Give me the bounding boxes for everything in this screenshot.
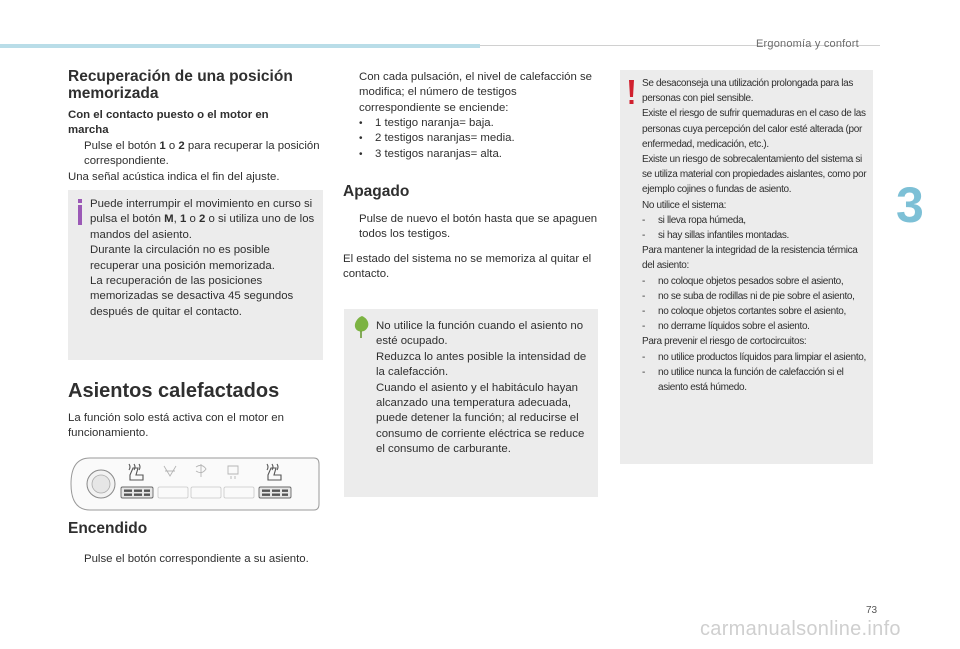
eco-text [376,319,594,458]
apagado-note: El estado del sistema no se memoriza al quitar el contacto. [343,253,592,281]
info-line-3: La recuperación de las posiciones memorizadas se desactiva 45 segundos después de quitar el contacto. [90,275,294,318]
warning-para: Se desaconseja una utilización prolongada para las personas con piel sensible. [642,78,853,105]
condition-text: Con el contacto puesto o el motor en marcha [68,109,269,137]
warning-icon [625,80,637,106]
list-item: - si lleva ropa húmeda, [642,214,746,226]
warning-para: Para mantener la integridad de la resistencia térmica del asiento: [642,245,858,272]
list-item: - no se suba de rodillas ni de pie sobre el asiento, [642,290,855,302]
header-accent-bar [0,44,480,48]
step-recuperar: Pulse el botón 1 o 2 para recuperar la posición correspondiente. [84,140,320,168]
info-line-2: Durante la circulación no es posible recuperar una posición memorizada. [90,244,275,272]
list-item: - si hay sillas infantiles montadas. [642,230,789,242]
heading-asientos: Asientos calefactados [68,380,280,402]
heading-encendido: Encendido [68,520,148,537]
step-apagado: Pulse de nuevo el botón hasta que se apaguen todos los testigos. [359,213,598,241]
list-item: • 3 testigos naranjas= alta. [359,147,502,160]
list-item: • 2 testigos naranjas= media. [359,132,515,145]
watermark: carmanualsonline.info [700,618,901,640]
asientos-intro: La función solo está activa con el motor en funcionamiento. [68,412,284,440]
chapter-number: 3 [896,177,924,233]
list-item: • 1 testigo naranja= baja. [359,117,494,129]
acoustic-note: Una señal acústica indica el fin del ajuste. [68,171,280,183]
step-encendido: Pulse el botón correspondiente a su asiento. [84,553,309,565]
list-item: - no coloque objetos pesados sobre el asiento, [642,275,844,287]
heading-apagado: Apagado [343,183,410,200]
warning-para: Para prevenir el riesgo de cortocircuitos: [642,336,807,348]
list-item: - no derrame líquidos sobre el asiento. [642,321,810,333]
warning-text [642,76,870,395]
info-line-1: Puede interrumpir el movimiento en curso si pulsa el botón M, 1 o 2 o si utiliza uno de los mandos del asiento. [90,198,315,241]
info-text [90,197,318,320]
info-box [68,190,323,360]
list-item: - no coloque objetos cortantes sobre el asiento, [642,306,846,318]
warning-para: No utilice el sistema: [642,199,726,211]
page-number: 73 [866,605,878,616]
list-item: - no utilice nunca la función de calefacción si el asiento está húmedo. [642,366,844,394]
heading-recuperacion: Recuperación de una posición memorizada [68,68,293,102]
step-pulsacion: Con cada pulsación, el nivel de calefacción se modifica; el número de testigos correspondiente se enciende: [359,71,593,114]
section-title: Ergonomía y confort [756,38,859,50]
eco-box [344,309,598,497]
heated-seat-panel-illustration [68,455,322,513]
warning-para: Existe un riesgo de sobrecalentamiento del sistema si se utiliza material con propiedades aislantes, como por ejemplo cojines o fundas de asiento. [642,154,867,196]
warning-para: Existe el riesgo de sufrir quemaduras en el caso de las personas cuya percepción del calor esté alterada (por enfermedad, medicación, etc.). [642,108,866,150]
eco-line-3: Cuando el asiento y el habitáculo hayan alcanzado una temperatura adecuada, puede detener la función; al reducirse el consumo de corriente eléctrica se reduce el consumo de carburante. [376,381,585,456]
list-item: - no utilice productos líquidos para limpiar el asiento, [642,351,866,363]
warning-box [620,70,873,464]
leaf-icon [352,315,372,339]
eco-line-1: No utilice la función cuando el asiento no esté ocupado. [376,320,584,348]
eco-line-2: Reduzca lo antes posible la intensidad de la calefacción. [376,350,587,379]
info-icon [75,199,85,225]
level-bullet-list [359,116,598,162]
